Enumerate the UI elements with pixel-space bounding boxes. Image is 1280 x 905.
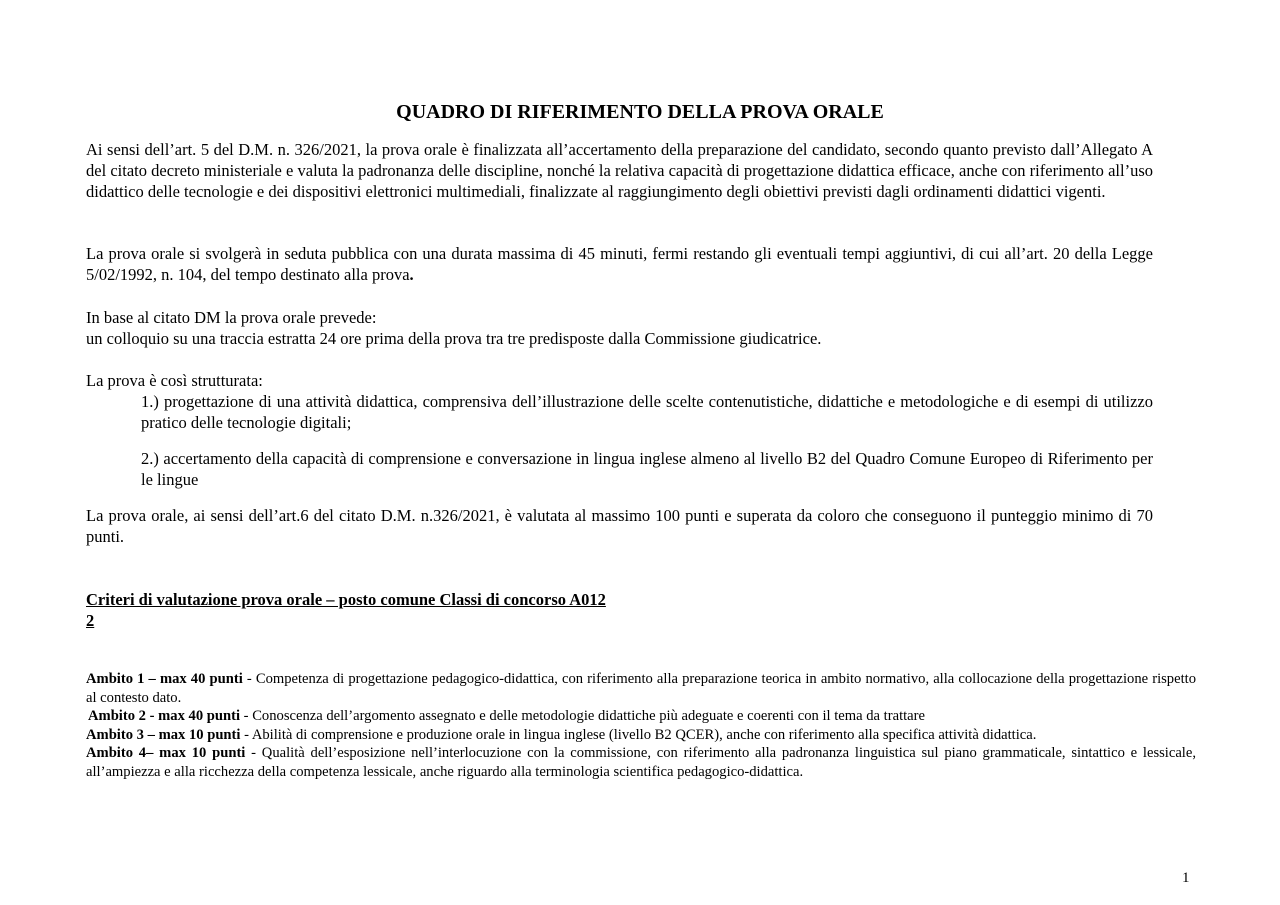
dm-line-2: un colloquio su una traccia estratta 24 ore prima della prova tra tre predisposte dalla Commissione giudicatrice. [86, 329, 822, 348]
ambito-3 [86, 726, 1196, 745]
ambito-3-label: Ambito 3 – max 10 punti [86, 726, 241, 743]
dm-paragraph [86, 307, 1153, 349]
ambiti-list [86, 670, 1196, 782]
ambito-2 [86, 707, 1196, 726]
criteria-heading-line-1: Criteri di valutazione prova orale – posto comune Classi di concorso A012 [86, 590, 606, 609]
duration-text: La prova orale si svolgerà in seduta pubblica con una durata massima di 45 minuti, fermi restando gli eventuali tempi aggiuntivi, di cui all’art. 20 della Legge 5/02/1992, n. 104, del tempo destinato alla prova [86, 244, 1153, 284]
ambito-4 [86, 744, 1196, 781]
structure-item-2: 2.) accertamento della capacità di comprensione e conversazione in lingua inglese almeno al livello B2 del Quadro Comune Europeo di Riferimento per le lingue [141, 449, 1153, 489]
ambito-1 [86, 670, 1196, 707]
structure-intro: La prova è così strutturata: [86, 371, 263, 390]
ambito-4-label: Ambito 4– max 10 punti [86, 745, 246, 762]
duration-period: . [409, 265, 414, 284]
intro-paragraph: Ai sensi dell’art. 5 del D.M. n. 326/2021, la prova orale è finalizzata all’accertamento della preparazione del candidato, secondo quanto previsto dall’Allegato A del citato decreto ministeriale e valuta la padronanza delle discipline, nonché la relativa capacità di progettazione didattica efficace, anche con riferimento all’uso didattico delle tecnologie e dei dispositivi elettronici multimediali, finalizzate al raggiungimento degli obiettivi previsti dagli ordinamenti didattici vigenti. [86, 140, 1153, 201]
ambito-2-text: - Conoscenza dell’argomento assegnato e delle metodologie didattiche più adeguate e coerenti con il tema da trattare [240, 708, 925, 725]
ambito-1-label: Ambito 1 – max 40 punti [86, 671, 243, 687]
ambito-4-text: - Qualità dell’esposizione nell’interlocuzione con la commissione, con riferimento alla padronanza linguistica sul piano grammaticale, sintattico e lessicale, all’ampiezza e alla ricchezza della competenza lessicale, anche riguardo alla terminologia scientifica pedagogico-didattica. [86, 745, 1196, 780]
criteria-heading [86, 589, 606, 631]
page-number: 1 [1182, 870, 1190, 886]
scoring-paragraph: La prova orale, ai sensi dell’art.6 del citato D.M. n.326/2021, è valutata al massimo 100 punti e superata da coloro che conseguono il punteggio minimo di 70 punti. [86, 506, 1153, 546]
document-title: QUADRO DI RIFERIMENTO DELLA PROVA ORALE [396, 101, 884, 123]
criteria-heading-line-2: 2 [86, 611, 95, 630]
ambito-2-label: Ambito 2 - max 40 punti [88, 708, 241, 725]
duration-paragraph [86, 243, 1153, 285]
structure-item-1: 1.) progettazione di una attività didattica, comprensiva dell’illustrazione delle scelte contenutistiche, didattiche e metodologiche e di esempi di utilizzo pratico delle tecnologie digitali; [141, 392, 1153, 432]
ambito-1-text: - Competenza di progettazione pedagogico-didattica, con riferimento alla preparazione teorica in ambito normativo, alla collocazione della progettazione rispetto al contesto dato. [86, 671, 1196, 706]
dm-line-1: In base al citato DM la prova orale prevede: [86, 308, 377, 327]
ambito-3-text: - Abilità di comprensione e produzione orale in lingua inglese (livello B2 QCER), anche con riferimento alla specifica attività didattica. [240, 726, 1037, 743]
